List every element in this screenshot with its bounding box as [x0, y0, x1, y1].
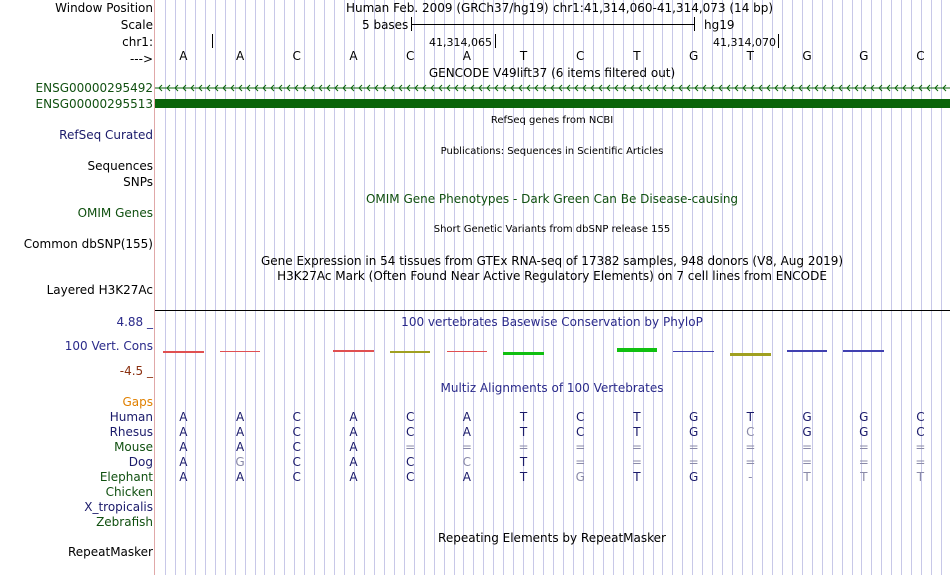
scale-tick-right [694, 17, 695, 31]
scale-db: hg19 [704, 18, 735, 32]
label-scale: Scale [120, 18, 153, 32]
label-dog: Dog [128, 455, 153, 469]
ruler-base: C [292, 49, 301, 63]
mouse-base: = [802, 440, 813, 454]
human-base: A [179, 410, 188, 424]
human-base: C [576, 410, 585, 424]
label-elephant: Elephant [99, 470, 153, 484]
mouse-base: = [405, 440, 416, 454]
assembly-title: Human Feb. 2009 (GRCh37/hg19) [346, 1, 549, 15]
elephant-base: C [292, 470, 301, 484]
dog-base: A [179, 455, 188, 469]
rhesus-base: C [746, 425, 755, 439]
repeatmasker-description: Repeating Elements by RepeatMasker [438, 531, 666, 545]
conservation-bar [447, 351, 488, 352]
rhesus-base: C [292, 425, 301, 439]
rhesus-base: G [802, 425, 812, 439]
ruler-base: C [916, 49, 925, 63]
dog-base: C [405, 455, 415, 469]
phylop-description: 100 vertebrates Basewise Conservation by PhyloP [401, 315, 703, 329]
label-x-tropicalis: X_tropicalis [84, 500, 153, 514]
elephant-base: T [916, 470, 925, 484]
h3k27ac-description: H3K27Ac Mark (Often Found Near Active Regulatory Elements) on 7 cell lines from ENCODE [277, 269, 827, 283]
conservation-bar [333, 350, 374, 352]
elephant-base: - [748, 470, 753, 484]
mouse-base: A [235, 440, 245, 454]
label-ensg-1[interactable]: ENSG00000295492 [35, 81, 153, 95]
label-mouse: Mouse [114, 440, 153, 454]
mouse-base: A [349, 440, 358, 454]
omim-description: OMIM Gene Phenotypes - Dark Green Can Be Disease-causing [365, 192, 739, 206]
rhesus-base: T [519, 425, 528, 439]
label-chr: chr1: [122, 35, 153, 49]
ruler-base: T [746, 49, 755, 63]
refseq-description: RefSeq genes from NCBI [490, 115, 614, 126]
human-base: C [916, 410, 925, 424]
label-ensg-2[interactable]: ENSG00000295513 [35, 97, 153, 111]
rhesus-base: T [633, 425, 641, 439]
dog-base: = [575, 455, 586, 469]
gencode-title: GENCODE V49lift37 (6 items filtered out) [428, 66, 676, 80]
ruler-label-1: 41,314,065 [429, 36, 492, 49]
rhesus-base: A [349, 425, 358, 439]
label-zebrafish: Zebrafish [96, 515, 153, 529]
mouse-base: = [461, 440, 472, 454]
human-base: A [349, 410, 358, 424]
mouse-base: = [575, 440, 586, 454]
ruler-label-2: 41,314,070 [713, 36, 776, 49]
mouse-base: = [858, 440, 869, 454]
label-cons-min: -4.5 _ [119, 364, 153, 378]
ensg-2-exon-block[interactable] [155, 99, 950, 108]
rhesus-base: A [179, 425, 188, 439]
label-human: Human [109, 410, 153, 424]
dog-base: = [745, 455, 756, 469]
label-sequences[interactable]: Sequences [87, 159, 153, 173]
conservation-bar [787, 350, 828, 352]
conservation-bar [730, 353, 771, 356]
elephant-base: A [235, 470, 245, 484]
dog-base: = [915, 455, 926, 469]
ruler-base: A [235, 49, 245, 63]
scale-bar [411, 24, 694, 25]
human-base: T [746, 410, 755, 424]
ruler-base: G [802, 49, 812, 63]
ruler-base: T [519, 49, 528, 63]
elephant-base: C [405, 470, 415, 484]
dog-base: T [519, 455, 528, 469]
dog-base: = [858, 455, 869, 469]
elephant-base: T [633, 470, 641, 484]
human-base: G [688, 410, 699, 424]
ruler-tick [495, 34, 496, 48]
label-omim[interactable]: OMIM Genes [77, 206, 153, 220]
rhesus-base: G [688, 425, 699, 439]
label-rhesus: Rhesus [109, 425, 153, 439]
dog-base: A [349, 455, 358, 469]
label-strand-arrow: ---> [129, 52, 153, 66]
ruler-base: A [179, 49, 188, 63]
label-refseq[interactable]: RefSeq Curated [59, 128, 153, 142]
mouse-base: = [688, 440, 699, 454]
conservation-bar [673, 351, 714, 352]
human-base: C [292, 410, 301, 424]
ruler-base: T [633, 49, 641, 63]
label-snps[interactable]: SNPs [123, 175, 153, 189]
label-common-dbsnp[interactable]: Common dbSNP(155) [23, 237, 153, 251]
human-base: G [859, 410, 869, 424]
elephant-base: T [860, 470, 868, 484]
ruler-base: A [349, 49, 358, 63]
rhesus-base: C [916, 425, 925, 439]
conservation-bar [617, 348, 658, 352]
dog-base: G [235, 455, 245, 469]
label-window-position: Window Position [55, 1, 153, 15]
dog-base: = [802, 455, 813, 469]
ruler-base: G [859, 49, 869, 63]
mouse-base: = [915, 440, 926, 454]
ruler-tick [212, 34, 213, 48]
elephant-base: A [349, 470, 358, 484]
label-gaps: Gaps [122, 395, 153, 409]
scale-text: 5 bases [362, 18, 409, 32]
human-base: G [802, 410, 812, 424]
elephant-base: A [179, 470, 188, 484]
label-vert-cons[interactable]: 100 Vert. Cons [64, 339, 153, 353]
conservation-bar [503, 352, 544, 355]
rhesus-base: A [462, 425, 471, 439]
gtex-description: Gene Expression in 54 tissues from GTEx RNA-seq of 17382 samples, 948 donors (V8, Aug 2019) [260, 254, 844, 268]
label-chicken: Chicken [105, 485, 153, 499]
elephant-base: G [575, 470, 585, 484]
elephant-base: T [519, 470, 528, 484]
mouse-base: = [518, 440, 529, 454]
conservation-bar [163, 351, 204, 353]
rhesus-base: A [235, 425, 245, 439]
rhesus-base: G [859, 425, 869, 439]
elephant-base: G [688, 470, 699, 484]
rhesus-base: C [576, 425, 585, 439]
label-repeatmasker[interactable]: RepeatMasker [67, 545, 153, 559]
label-cons-max: 4.88 _ [116, 315, 153, 329]
mouse-base: = [631, 440, 642, 454]
conservation-bar [390, 351, 431, 353]
elephant-base: A [462, 470, 471, 484]
ruler-tick [778, 34, 779, 48]
ruler-base: C [576, 49, 585, 63]
dog-base: C [292, 455, 301, 469]
human-base: A [235, 410, 245, 424]
label-layered-h3k27ac[interactable]: Layered H3K27Ac [46, 283, 153, 297]
rhesus-base: C [405, 425, 415, 439]
position-title: chr1:41,314,060-41,314,073 (14 bp) [553, 1, 774, 15]
ensg-1-strand-line[interactable] [155, 83, 950, 93]
multiz-description: Multiz Alignments of 100 Vertebrates [440, 381, 664, 395]
ruler-base: C [405, 49, 415, 63]
conservation-bar [843, 350, 884, 352]
dbsnp-description: Short Genetic Variants from dbSNP release 155 [433, 224, 671, 235]
human-base: T [519, 410, 528, 424]
conservation-bar [220, 351, 261, 352]
human-base: T [633, 410, 641, 424]
track-divider [155, 310, 950, 311]
ruler-base: A [462, 49, 471, 63]
mouse-base: A [179, 440, 188, 454]
publications-description: Publications: Sequences in Scientific Articles [440, 146, 664, 157]
elephant-base: T [803, 470, 811, 484]
ruler-base: G [688, 49, 699, 63]
dog-base: C [462, 455, 472, 469]
human-base: A [462, 410, 471, 424]
human-base: C [405, 410, 415, 424]
mouse-base: C [292, 440, 301, 454]
mouse-base: = [745, 440, 756, 454]
dog-base: = [631, 455, 642, 469]
dog-base: = [688, 455, 699, 469]
